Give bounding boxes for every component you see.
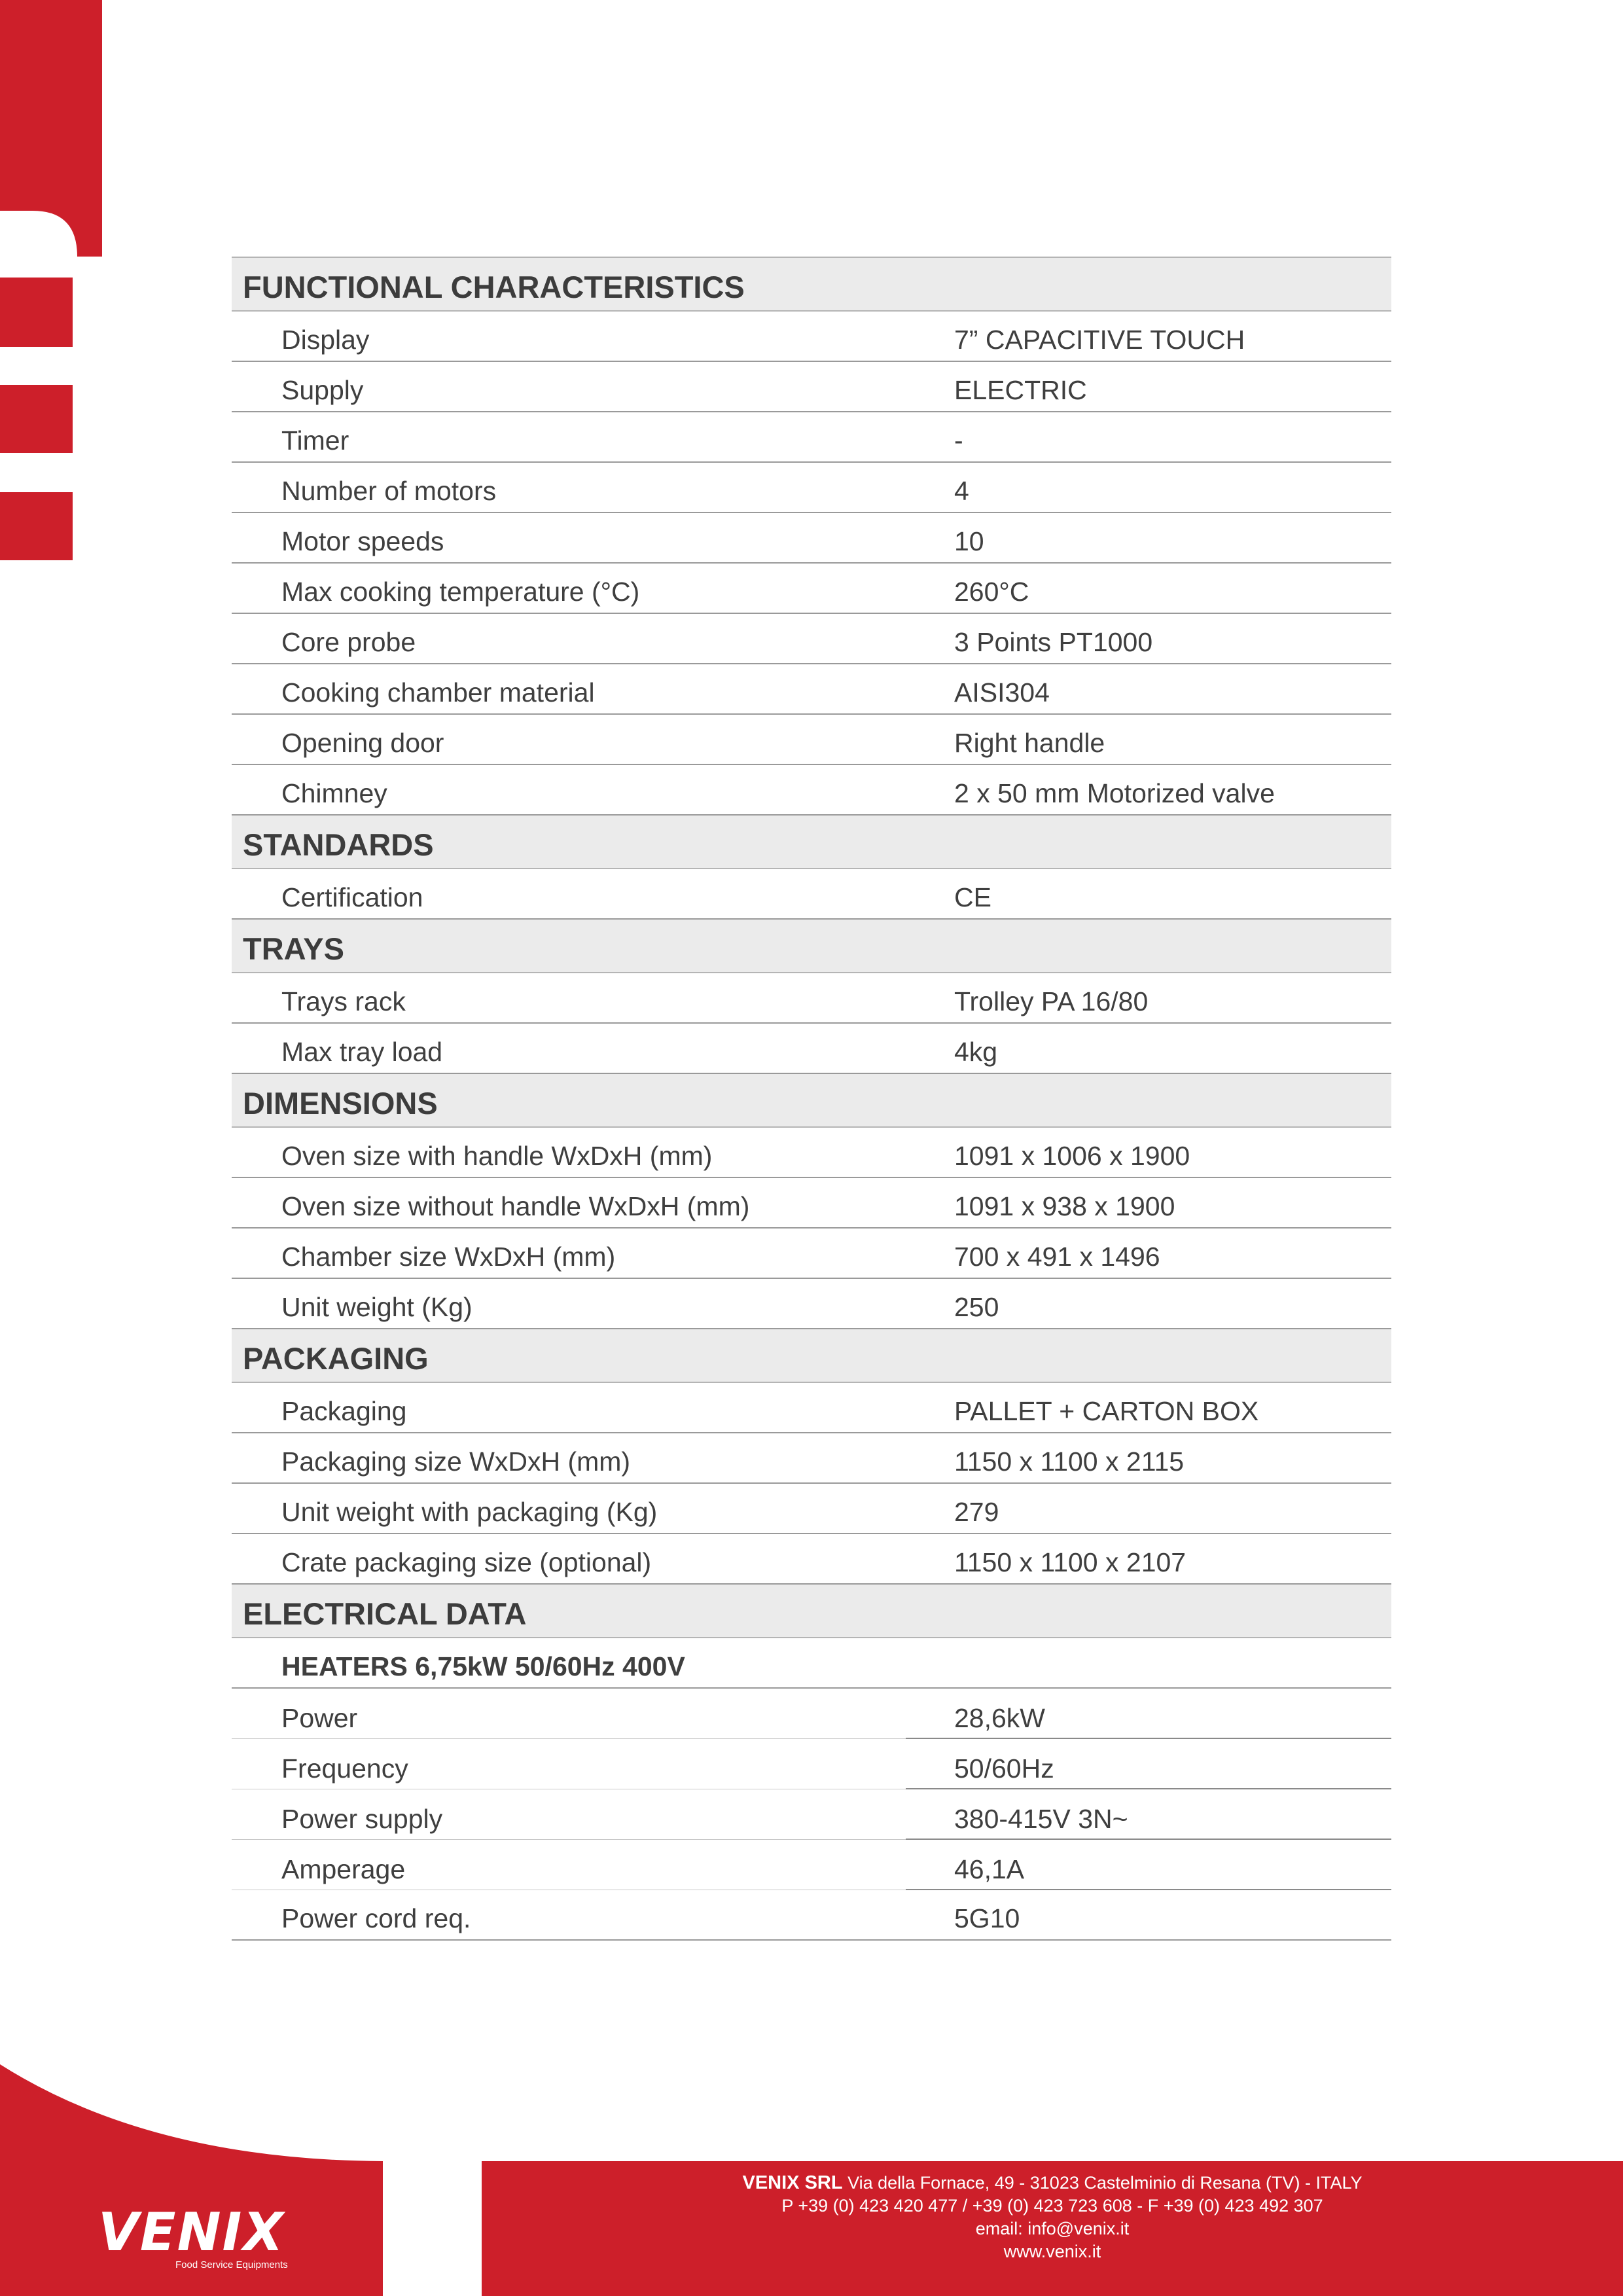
footer-address-line <box>482 2172 1623 2195</box>
footer-contact <box>482 2172 1623 2263</box>
spec-value: 5G10 <box>954 1903 1020 1933</box>
spec-label: Frequency <box>281 1753 408 1784</box>
spec-row <box>232 564 1391 614</box>
logo-tagline: Food Service Equipments <box>175 2259 288 2270</box>
spec-value: 1150 x 1100 x 2107 <box>954 1547 1186 1577</box>
spec-value: CE <box>954 882 991 912</box>
spec-value: Trolley PA 16/80 <box>954 986 1149 1016</box>
spec-row <box>232 312 1391 362</box>
spec-label: Chamber size WxDxH (mm) <box>281 1242 616 1272</box>
spec-label: Supply <box>281 375 364 405</box>
spec-value: 10 <box>954 526 984 556</box>
spec-value: 250 <box>954 1292 999 1322</box>
spec-label: Max tray load <box>281 1037 443 1067</box>
footer-phone: P +39 (0) 423 420 477 / +39 (0) 423 723 608 - F +39 (0) 423 492 307 <box>781 2196 1323 2215</box>
section-header: DIMENSIONS <box>232 1073 1391 1128</box>
footer-email: email: info@venix.it <box>975 2219 1130 2238</box>
spec-label: Unit weight (Kg) <box>281 1292 473 1322</box>
footer-website: www.venix.it <box>1003 2242 1101 2261</box>
spec-label: Power supply <box>281 1804 443 1834</box>
spec-row <box>232 1739 1391 1789</box>
spec-row <box>232 765 1391 816</box>
spec-value: 50/60Hz <box>954 1753 1054 1784</box>
spec-row <box>232 1279 1391 1329</box>
spec-label: Oven size without handle WxDxH (mm) <box>281 1191 750 1221</box>
spec-value: 380-415V 3N~ <box>954 1804 1128 1834</box>
spec-row <box>232 869 1391 920</box>
section-header: TRAYS <box>232 918 1391 973</box>
spec-value: 46,1A <box>954 1854 1025 1884</box>
spec-row <box>232 1484 1391 1534</box>
spec-label: Crate packaging size (optional) <box>281 1547 652 1577</box>
spec-value: 279 <box>954 1497 999 1527</box>
spec-value: 3 Points PT1000 <box>954 627 1153 657</box>
spec-row <box>232 412 1391 463</box>
spec-label: Opening door <box>281 728 444 758</box>
left-red-block-1 <box>0 278 73 347</box>
spec-label: Number of motors <box>281 476 497 506</box>
spec-label: Oven size with handle WxDxH (mm) <box>281 1141 713 1171</box>
spec-label: Timer <box>281 425 349 456</box>
spec-label: Amperage <box>281 1854 406 1884</box>
section-header: FUNCTIONAL CHARACTERISTICS <box>232 257 1391 312</box>
spec-label: Max cooking temperature (°C) <box>281 577 640 607</box>
spec-table <box>232 258 1391 1941</box>
spec-row <box>232 973 1391 1024</box>
footer-company: VENIX SRL <box>742 2172 843 2193</box>
spec-value: 2 x 50 mm Motorized valve <box>954 778 1275 808</box>
spec-row <box>232 664 1391 715</box>
spec-value: ELECTRIC <box>954 375 1087 405</box>
spec-value: PALLET + CARTON BOX <box>954 1396 1259 1426</box>
spec-value: 4kg <box>954 1037 998 1067</box>
spec-label: Display <box>281 325 370 355</box>
spec-label: Chimney <box>281 778 387 808</box>
spec-label: Packaging size WxDxH (mm) <box>281 1446 631 1477</box>
spec-value: 1091 x 938 x 1900 <box>954 1191 1175 1221</box>
spec-row <box>232 463 1391 513</box>
spec-value: Right handle <box>954 728 1105 758</box>
venix-logo <box>98 2186 288 2271</box>
section-header: PACKAGING <box>232 1328 1391 1383</box>
spec-value: 7” CAPACITIVE TOUCH <box>954 325 1245 355</box>
spec-row <box>232 1229 1391 1279</box>
spec-row <box>232 715 1391 765</box>
section-header: STANDARDS <box>232 814 1391 869</box>
subheading-label: HEATERS 6,75kW 50/60Hz 400V <box>281 1651 685 1681</box>
spec-value: AISI304 <box>954 677 1050 708</box>
spec-row <box>232 1890 1391 1941</box>
subheading-row <box>232 1638 1391 1689</box>
spec-row <box>232 614 1391 664</box>
spec-value: 1150 x 1100 x 2115 <box>954 1446 1185 1477</box>
spec-label: Trays rack <box>281 986 406 1016</box>
spec-value: 1091 x 1006 x 1900 <box>954 1141 1190 1171</box>
section-header: ELECTRICAL DATA <box>232 1583 1391 1638</box>
spec-row <box>232 1689 1391 1739</box>
spec-value: 4 <box>954 476 969 506</box>
spec-value: 700 x 491 x 1496 <box>954 1242 1160 1272</box>
spec-label: Power <box>281 1703 358 1733</box>
spec-label: Core probe <box>281 627 416 657</box>
spec-row <box>232 1789 1391 1840</box>
top-left-red-band <box>0 0 102 257</box>
spec-row <box>232 1128 1391 1178</box>
spec-label: Unit weight with packaging (Kg) <box>281 1497 658 1527</box>
spec-row <box>232 1383 1391 1433</box>
spec-row <box>232 362 1391 412</box>
spec-row <box>232 1178 1391 1229</box>
spec-row <box>232 1840 1391 1890</box>
spec-value: 28,6kW <box>954 1703 1045 1733</box>
spec-label: Power cord req. <box>281 1903 471 1933</box>
logo-word: VENIX <box>98 2202 285 2263</box>
spec-label: Cooking chamber material <box>281 677 595 708</box>
spec-label: Motor speeds <box>281 526 444 556</box>
spec-label: Packaging <box>281 1396 407 1426</box>
spec-row <box>232 1534 1391 1585</box>
spec-label: Certification <box>281 882 423 912</box>
spec-value: - <box>954 425 963 456</box>
spec-value: 260°C <box>954 577 1029 607</box>
spec-row <box>232 513 1391 564</box>
spec-row <box>232 1024 1391 1074</box>
spec-row <box>232 1433 1391 1484</box>
left-red-block-3 <box>0 492 73 560</box>
left-red-block-2 <box>0 385 73 453</box>
footer-address: Via della Fornace, 49 - 31023 Castelminio di Resana (TV) - ITALY <box>847 2173 1363 2193</box>
